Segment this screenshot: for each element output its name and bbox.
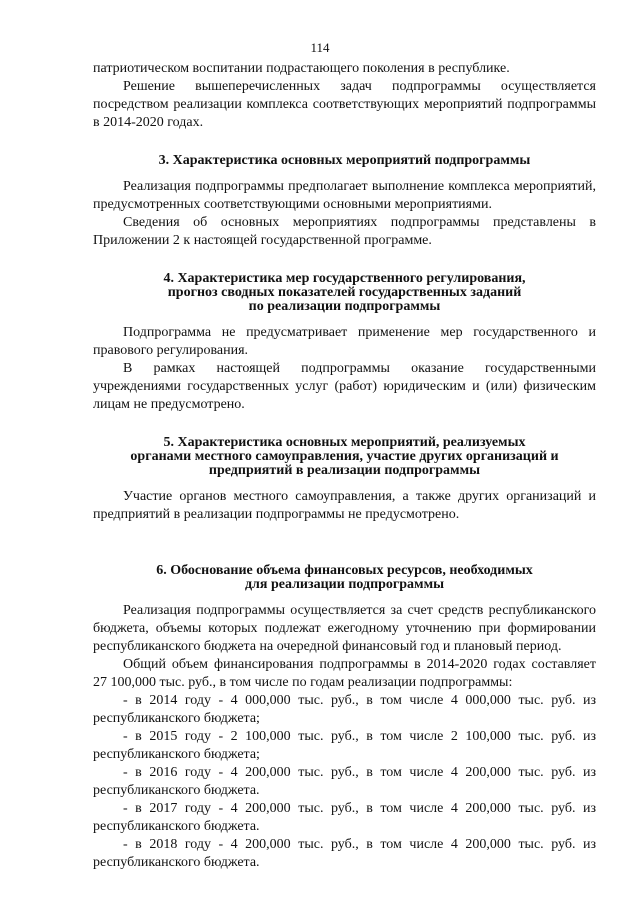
section-5-paragraph-1: Участие органов местного самоуправления, а также других организаций и предприятий в реализации подпрограммы не предусмотрено. [93, 489, 596, 522]
section-6-title [93, 564, 596, 592]
funding-year-2015-source: республиканского бюджета; [93, 747, 260, 762]
funding-year-2017-source: республиканского бюджета. [93, 819, 260, 834]
funding-year-2016-source: республиканского бюджета. [93, 783, 260, 798]
section-6-title-line: 6. Обоснование объема финансовых ресурсов, необходимых [156, 563, 533, 578]
intro-paragraph: Решение вышеперечисленных задач подпрограммы осуществляется посредством реализации комплекса соответствующих мероприятий подпрограммы в 2014-2020 годах. [93, 79, 596, 130]
section-3-paragraph-1: Реализация подпрограммы предполагает выполнение комплекса мероприятий, предусмотренных соответствующими основными мероприятиями. [93, 179, 596, 212]
section-6-paragraph-1: Реализация подпрограммы осуществляется за счет средств республиканского бюджета, объемы которых подлежат ежегодному уточнению при формировании республиканского бюджета на очередной финансовый год и плановый период. [93, 603, 596, 654]
page-number: 114 [310, 40, 330, 55]
section-4-title [93, 272, 596, 314]
funding-year-2014: - в 2014 году - 4 000,000 тыс. руб., в том числе 4 000,000 тыс. руб. из [123, 693, 596, 708]
section-6-title-line: для реализации подпрограммы [244, 577, 445, 592]
section-5-title-line: органами местного самоуправления, участие других организаций и [130, 449, 559, 464]
funding-year-2018-source: республиканского бюджета. [93, 855, 260, 870]
funding-year-2014-source: республиканского бюджета; [93, 711, 260, 726]
section-3-title: 3. Характеристика основных мероприятий подпрограммы [158, 153, 531, 168]
section-4-title-line: по реализации подпрограммы [248, 299, 441, 314]
section-5-title [93, 436, 596, 478]
section-5-title-line: 5. Характеристика основных мероприятий, реализуемых [163, 435, 526, 450]
section-4-title-line: 4. Характеристика мер государственного регулирования, [163, 271, 526, 286]
section-4-paragraph-1: Подпрограмма не предусматривает применение мер государственного и правового регулирования. [93, 325, 596, 358]
funding-year-2017: - в 2017 году - 4 200,000 тыс. руб., в том числе 4 200,000 тыс. руб. из [123, 801, 596, 816]
funding-year-2015: - в 2015 году - 2 100,000 тыс. руб., в том числе 2 100,000 тыс. руб. из [123, 729, 596, 744]
funding-year-2016: - в 2016 году - 4 200,000 тыс. руб., в том числе 4 200,000 тыс. руб. из [123, 765, 596, 780]
intro-line: патриотическом воспитании подрастающего поколения в республике. [93, 61, 510, 76]
section-5-title-line: предприятий в реализации подпрограммы [208, 463, 481, 478]
section-4-title-line: прогноз сводных показателей государственных заданий [167, 285, 522, 300]
funding-year-2018: - в 2018 году - 4 200,000 тыс. руб., в том числе 4 200,000 тыс. руб. из [123, 837, 596, 852]
page-content [93, 60, 596, 872]
section-3-paragraph-2: Сведения об основных мероприятиях подпрограммы представлены в Приложении 2 к настоящей государственной программе. [93, 215, 596, 248]
section-4-paragraph-2: В рамках настоящей подпрограммы оказание государственными учреждениями государственных услуг (работ) юридическим и (или) физическим лицам не предусмотрено. [93, 361, 596, 412]
section-6-paragraph-2: Общий объем финансирования подпрограммы в 2014-2020 годах составляет 27 100,000 тыс. руб., в том числе по годам реализации подпрограммы: [93, 657, 596, 690]
